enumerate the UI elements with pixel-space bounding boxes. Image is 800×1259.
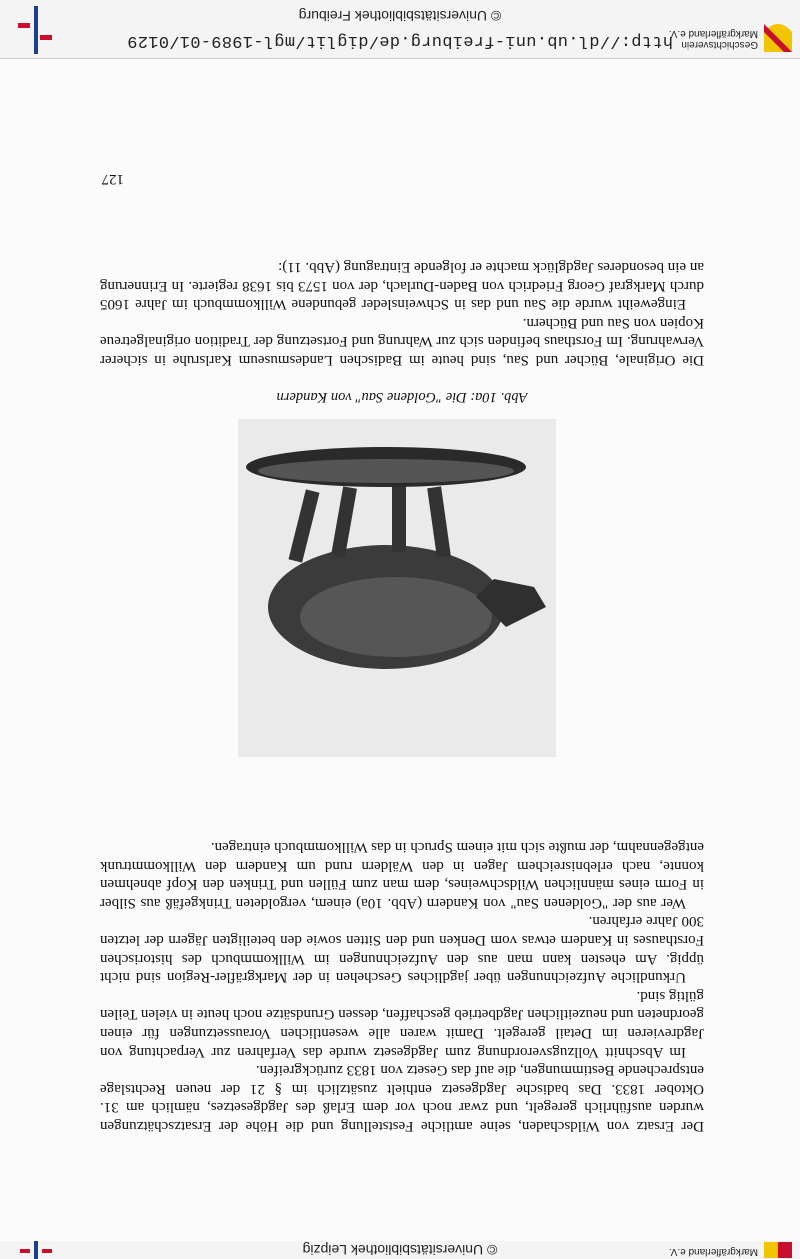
text-section-bottom bbox=[100, 257, 704, 369]
scanned-page bbox=[0, 58, 800, 1241]
golden-boar-figure bbox=[238, 419, 556, 757]
page-number: 127 bbox=[101, 171, 124, 187]
top-viewer-bar bbox=[0, 1240, 800, 1259]
association-name-bottom: Geschichtsverein Markgräflerland e.V. bbox=[668, 28, 758, 50]
paragraph: Wer aus der "Goldenen Sau" von Kandern (Abb. 10a) einem, vergoldeten Trinkgefäß aus Silber in Form eines männlichen Wildschweines, dem man zum Füllen und Trinken den Kopf abnehmen konnte, nach erlebnisreichem Jagen in den Wäldern rund um Kandern den Willkommtrunk entgegennahm, der mußte sich mit einem Spruch in das Willkommbuch eintragen. bbox=[100, 839, 704, 911]
university-library-logo-icon bbox=[16, 1241, 52, 1259]
boar-leg bbox=[392, 486, 406, 552]
library-name-top: © Universitätsbibliothek Leipzig bbox=[302, 1242, 498, 1258]
text-section-top bbox=[100, 838, 704, 1136]
figure-caption: Abb. 10a: Die "Goldene Sau" von Kandern bbox=[276, 389, 528, 405]
paragraph: Urkundliche Aufzeichnungen über jagdliches Geschehen in der Markgräfler-Region sind nicht üppig. Am ehesten kann man aus den Aufzeichnungen im Willkommbuch des historischen Forsthauses in Kandern etwas vom Denken und den Sitten sowie den beteiligten Jägern der letzten 300 Jahre erfahren. bbox=[100, 913, 704, 986]
paragraph: Die Originale, Bücher und Sau, sind heute im Badischen Landesmuseum Karlsruhe in sicherer Verwahrung. Im Forsthaus befinden sich zur Wahrung und Fortsetzung der Tradition originalgetreue Kopien von Sau und Büchern. bbox=[100, 314, 704, 368]
document-url[interactable]: http://dl.ub.uni-freiburg.de/diglit/mgl-1989-01/0129 bbox=[126, 31, 674, 50]
copyright-notice: © Universitätsbibliothek Freiburg bbox=[298, 8, 502, 24]
paragraph: Im Abschnitt Vollzugsverordnung zum Jagdgesetz wurde das Verfahren zur Verpachtung von Jagdrevieren im Detail geregelt. Damit waren alle wesentlichen Voraussetzungen für einen geordneten und neuzeitlichen Jagdbetrieb geschaffen, dessen Grundsätze noch heute in vielen Teilen gültig sind. bbox=[100, 987, 704, 1060]
university-library-logo-icon bbox=[16, 6, 52, 54]
association-name-top: Markgräflerland e.V. bbox=[668, 1246, 758, 1257]
bottom-viewer-bar bbox=[0, 0, 800, 59]
paragraph: Der Ersatz von Wildschaden, seine amtliche Feststellung und die Höhe der Ersatzschätzungen wurden ausführlich geregelt, und zwar noch vor dem Erlaß des Jagdgesetzes, nämlich am 31. Oktober 1833. Das badische Jagdgesetz enthielt zusätzlich im § 21 der neuen Rechtslage entsprechende Bestimmungen, die auf das Gesetz von 1833 zurückgreifen. bbox=[100, 1062, 704, 1134]
paragraph: Eingeweiht wurde die Sau und das in Schweinsleder gebundene Willkommbuch im Jahre 1605 durch Markgraf Georg Friedrich von Baden-Durlach, der von 1573 bis 1638 regierte. In Erinnerung an ein besonderes Jagdglück machte er folgende Eintragung (Abb. 11): bbox=[100, 259, 704, 313]
